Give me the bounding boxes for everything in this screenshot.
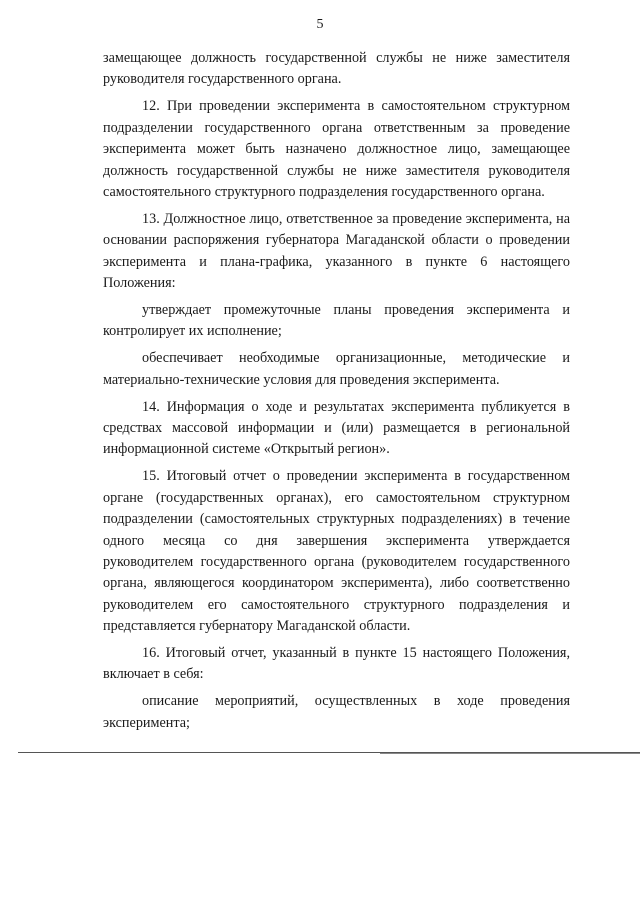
scan-edge-line-secondary xyxy=(380,753,640,754)
paragraph-continuation: замещающее должность государственной службы не ниже заместителя руководителя государственного органа. xyxy=(103,50,570,88)
list-item-description-of-measures: описание мероприятий, осуществленных в ходе проведения эксперимента; xyxy=(103,693,570,731)
paragraph-16: 16. Итоговый отчет, указанный в пункте 15 настоящего Положения, включает в себя: xyxy=(103,645,570,683)
document-body xyxy=(103,48,570,740)
paragraph-13: 13. Должностное лицо, ответственное за проведение эксперимента, на основании распоряжения губернатора Магаданской области о проведении эксперимента и плана-графика, указанного в пункте 6 настоящего Положения: xyxy=(103,210,570,292)
list-item-ensures-conditions: обеспечивает необходимые организационные, методические и материально-технические условия для проведения эксперимента. xyxy=(103,350,570,388)
list-item-approves-plans: утверждает промежуточные планы проведения эксперимента и контролирует их исполнение; xyxy=(103,301,570,340)
paragraph-12: 12. При проведении эксперимента в самостоятельном структурном подразделении государственного органа ответственным за проведение эксперимента может быть назначено должностное лицо, замещающее должность государственной службы не ниже заместителя руководителя самостоятельного структурного подразделения государственного органа. xyxy=(103,98,570,200)
paragraph-15: 15. Итоговый отчет о проведении эксперимента в государственном органе (государственных органах), его самостоятельном структурном подразделении (самостоятельных структурных подразделениях) в течение одного месяца со дня завершения эксперимента утверждается руководителем государственного органа (руководителем государственного органа, являющегося координатором эксперимента), либо соответственно руководителем его самостоятельного структурного подразделения и представляется губернатору Магаданской области. xyxy=(103,468,570,635)
page-number: 5 xyxy=(316,17,324,32)
paragraph-14: 14. Информация о ходе и результатах эксперимента публикуется в средствах массовой информации и (или) размещается в региональной информационной системе «Открытый регион». xyxy=(103,398,570,458)
